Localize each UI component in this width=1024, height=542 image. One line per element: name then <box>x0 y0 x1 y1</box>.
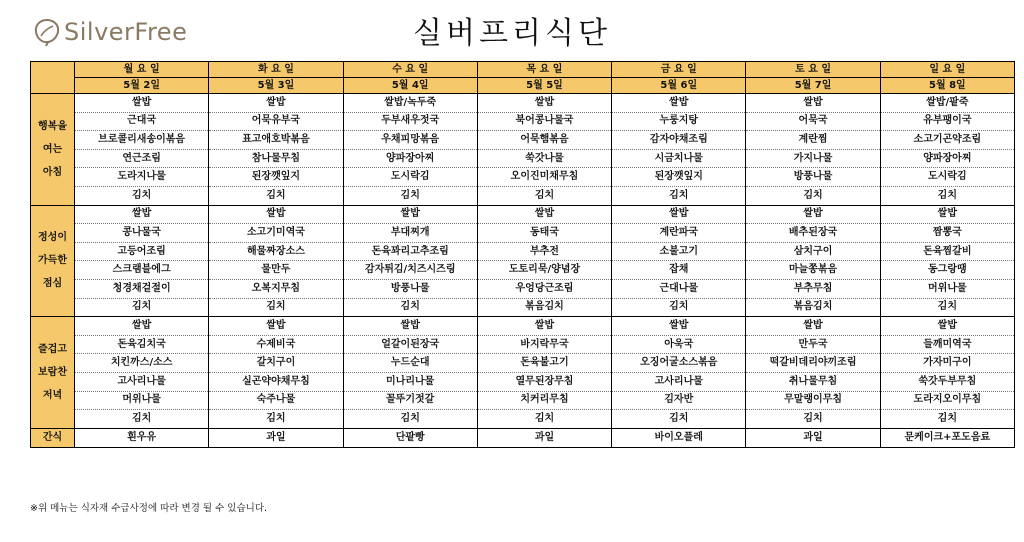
menu-item: 숙주나물 <box>209 391 343 410</box>
menu-item: 소불고기 <box>612 242 746 261</box>
menu-item: 콩나물국 <box>75 224 209 243</box>
menu-row <box>31 391 1015 410</box>
menu-item: 쌀밥 <box>880 317 1014 336</box>
menu-item: 김치 <box>746 410 880 429</box>
menu-item: 고사리나물 <box>612 372 746 391</box>
menu-item: 양파장아찌 <box>880 149 1014 168</box>
menu-item: 김치 <box>75 186 209 205</box>
menu-item: 해물짜장소스 <box>209 242 343 261</box>
menu-item: 김치 <box>343 298 477 317</box>
menu-item: 쌀밥 <box>209 317 343 336</box>
menu-item: 김치 <box>343 186 477 205</box>
menu-item: 가자미구이 <box>880 354 1014 373</box>
menu-item: 쌀밥 <box>746 94 880 113</box>
menu-item: 오징어굴소스볶음 <box>612 354 746 373</box>
menu-item: 계란찜 <box>746 131 880 150</box>
menu-item: 김치 <box>209 410 343 429</box>
snack-item: 흰우유 <box>75 428 209 447</box>
menu-item: 쌀밥 <box>209 94 343 113</box>
menu-row <box>31 94 1015 113</box>
menu-item: 김치 <box>612 186 746 205</box>
menu-row <box>31 186 1015 205</box>
menu-item: 김자반 <box>612 391 746 410</box>
menu-item: 청경채겉절이 <box>75 279 209 298</box>
menu-item: 가지나물 <box>746 149 880 168</box>
menu-item: 쌀밥 <box>477 317 611 336</box>
meal-label <box>31 317 75 429</box>
menu-row <box>31 279 1015 298</box>
menu-row <box>31 242 1015 261</box>
menu-item: 쌀밥 <box>75 317 209 336</box>
meal-label-line: 보람찬 <box>38 366 67 378</box>
menu-change-note: ※위 메뉴는 식자재 수급사정에 따라 변경 될 수 있습니다. <box>30 503 268 514</box>
day-name-row <box>31 62 1015 78</box>
menu-item: 배추된장국 <box>746 224 880 243</box>
meal-label-line: 정성이 <box>38 232 67 244</box>
day-name-header: 금 요 일 <box>612 62 746 78</box>
menu-item: 도시락김 <box>880 168 1014 187</box>
menu-item: 부추무침 <box>746 279 880 298</box>
menu-item: 무말랭이무침 <box>746 391 880 410</box>
page-title: 실버프리식단 <box>413 16 611 51</box>
menu-item: 쌀밥 <box>612 317 746 336</box>
menu-item: 도라지오이무침 <box>880 391 1014 410</box>
menu-row <box>31 354 1015 373</box>
menu-item: 소고기곤약조림 <box>880 131 1014 150</box>
menu-item: 돈육불고기 <box>477 354 611 373</box>
day-date-header: 5월 2일 <box>75 78 209 94</box>
menu-item: 김치 <box>612 410 746 429</box>
menu-item: 부추전 <box>477 242 611 261</box>
menu-item: 방풍나물 <box>343 279 477 298</box>
menu-item: 쌀밥 <box>477 205 611 224</box>
menu-item: 쌀밥/팥죽 <box>880 94 1014 113</box>
menu-item: 시금치나물 <box>612 149 746 168</box>
day-date-header: 5월 8일 <box>880 78 1014 94</box>
menu-item: 삼치구이 <box>746 242 880 261</box>
menu-item: 쌀밥 <box>209 205 343 224</box>
menu-item: 도시락김 <box>343 168 477 187</box>
menu-item: 스크램블에그 <box>75 261 209 280</box>
menu-item: 김치 <box>477 410 611 429</box>
menu-item: 돈육김치국 <box>75 335 209 354</box>
menu-item: 근대국 <box>75 112 209 131</box>
menu-item: 김치 <box>75 298 209 317</box>
menu-item: 떡갈비데리야끼조림 <box>746 354 880 373</box>
menu-item: 두부새우젓국 <box>343 112 477 131</box>
menu-item: 우채피망볶음 <box>343 131 477 150</box>
day-name-header: 일 요 일 <box>880 62 1014 78</box>
menu-item: 동그랑땡 <box>880 261 1014 280</box>
menu-item: 어묵국 <box>746 112 880 131</box>
menu-item: 방풍나물 <box>746 168 880 187</box>
menu-item: 물만두 <box>209 261 343 280</box>
logo-text: SilverFree <box>64 18 188 46</box>
menu-item: 바지락무국 <box>477 335 611 354</box>
menu-item: 도라지나물 <box>75 168 209 187</box>
menu-item: 김치 <box>75 410 209 429</box>
menu-item: 김치 <box>746 186 880 205</box>
menu-item: 볶음김치 <box>477 298 611 317</box>
menu-item: 실곤약야채무침 <box>209 372 343 391</box>
menu-item: 취나물무침 <box>746 372 880 391</box>
menu-item: 김치 <box>343 410 477 429</box>
menu-row <box>31 298 1015 317</box>
menu-item: 동태국 <box>477 224 611 243</box>
menu-item: 소고기미역국 <box>209 224 343 243</box>
menu-item: 김치 <box>612 298 746 317</box>
menu-item: 연근조림 <box>75 149 209 168</box>
menu-item: 표고애호박볶음 <box>209 131 343 150</box>
day-name-header: 화 요 일 <box>209 62 343 78</box>
menu-item: 치커리무침 <box>477 391 611 410</box>
snack-item: 바이오플레 <box>612 428 746 447</box>
menu-item: 고등어조림 <box>75 242 209 261</box>
menu-item: 수제비국 <box>209 335 343 354</box>
menu-item: 열무된장무침 <box>477 372 611 391</box>
menu-item: 우엉당근조림 <box>477 279 611 298</box>
menu-item: 머위나물 <box>75 391 209 410</box>
menu-item: 얼갈이된장국 <box>343 335 477 354</box>
menu-item: 누드순대 <box>343 354 477 373</box>
menu-row <box>31 168 1015 187</box>
meal-label <box>31 205 75 317</box>
menu-item: 들깨미역국 <box>880 335 1014 354</box>
menu-row <box>31 149 1015 168</box>
header-corner <box>31 62 75 94</box>
day-name-header: 목 요 일 <box>477 62 611 78</box>
menu-item: 된장깻잎지 <box>612 168 746 187</box>
menu-item: 계란파국 <box>612 224 746 243</box>
menu-item: 치킨까스/소스 <box>75 354 209 373</box>
menu-item: 감자튀김/치즈시즈링 <box>343 261 477 280</box>
menu-item: 만두국 <box>746 335 880 354</box>
menu-row <box>31 112 1015 131</box>
meal-label-line: 가득한 <box>38 255 67 267</box>
menu-row <box>31 372 1015 391</box>
snack-item: 문케이크+포도음료 <box>880 428 1014 447</box>
day-date-header: 5월 5일 <box>477 78 611 94</box>
menu-item: 쌀밥 <box>343 205 477 224</box>
meal-label-line: 아침 <box>42 166 63 178</box>
meal-label-line: 점심 <box>42 278 63 290</box>
menu-item: 김치 <box>880 186 1014 205</box>
snack-item: 과일 <box>477 428 611 447</box>
menu-item: 쌀밥 <box>612 94 746 113</box>
meal-label-line: 저녁 <box>42 389 63 401</box>
menu-item: 쑥갓두부무침 <box>880 372 1014 391</box>
day-date-header: 5월 7일 <box>746 78 880 94</box>
menu-item: 김치 <box>209 298 343 317</box>
menu-item: 쌀밥/녹두죽 <box>343 94 477 113</box>
menu-item: 미나리나물 <box>343 372 477 391</box>
snack-label: 간식 <box>31 428 75 447</box>
menu-body <box>31 94 1015 448</box>
menu-item: 쌀밥 <box>75 205 209 224</box>
menu-item: 김치 <box>477 186 611 205</box>
meal-label <box>31 94 75 206</box>
menu-item: 쌀밥 <box>612 205 746 224</box>
menu-item: 머위나물 <box>880 279 1014 298</box>
menu-item: 어묵햄볶음 <box>477 131 611 150</box>
menu-item: 브로콜리새송이볶음 <box>75 131 209 150</box>
menu-item: 쌀밥 <box>746 205 880 224</box>
menu-item: 오이진미채무침 <box>477 168 611 187</box>
menu-row <box>31 131 1015 150</box>
menu-item: 마늘쫑볶음 <box>746 261 880 280</box>
day-name-header: 월 요 일 <box>75 62 209 78</box>
menu-item: 참나물무침 <box>209 149 343 168</box>
menu-item: 감자야채조림 <box>612 131 746 150</box>
day-date-header: 5월 6일 <box>612 78 746 94</box>
menu-item: 유부팽이국 <box>880 112 1014 131</box>
menu-item: 쌀밥 <box>746 317 880 336</box>
menu-item: 김치 <box>880 298 1014 317</box>
menu-row <box>31 317 1015 336</box>
menu-item: 고사리나물 <box>75 372 209 391</box>
weekly-menu-table <box>30 61 1015 448</box>
menu-item: 갈치구이 <box>209 354 343 373</box>
menu-item: 어묵유부국 <box>209 112 343 131</box>
menu-row <box>31 335 1015 354</box>
meal-label-line: 행복을 <box>38 120 67 132</box>
day-date-header: 5월 3일 <box>209 78 343 94</box>
meal-label-line: 여는 <box>42 143 63 155</box>
menu-item: 돈육꽈리고추조림 <box>343 242 477 261</box>
menu-item: 김치 <box>880 410 1014 429</box>
menu-item: 쌀밥 <box>880 205 1014 224</box>
menu-item: 볶음김치 <box>746 298 880 317</box>
menu-item: 짬뽕국 <box>880 224 1014 243</box>
snack-row <box>31 428 1015 447</box>
menu-item: 도토리묵/양념장 <box>477 261 611 280</box>
menu-item: 양파장아찌 <box>343 149 477 168</box>
menu-item: 오복지무침 <box>209 279 343 298</box>
menu-item: 쌀밥 <box>477 94 611 113</box>
menu-row <box>31 410 1015 429</box>
meal-label-line: 즐겁고 <box>38 343 67 355</box>
menu-item: 꼴뚜기젓갈 <box>343 391 477 410</box>
day-name-header: 토 요 일 <box>746 62 880 78</box>
menu-item: 누룽지탕 <box>612 112 746 131</box>
menu-item: 북어콩나물국 <box>477 112 611 131</box>
menu-item: 쑥갓나물 <box>477 149 611 168</box>
menu-row <box>31 261 1015 280</box>
snack-item: 과일 <box>746 428 880 447</box>
menu-item: 김치 <box>209 186 343 205</box>
date-row <box>31 78 1015 94</box>
day-name-header: 수 요 일 <box>343 62 477 78</box>
menu-item: 쌀밥 <box>343 317 477 336</box>
snack-item: 단팥빵 <box>343 428 477 447</box>
menu-item: 돈육찜갈비 <box>880 242 1014 261</box>
snack-item: 과일 <box>209 428 343 447</box>
day-date-header: 5월 4일 <box>343 78 477 94</box>
menu-item: 잡채 <box>612 261 746 280</box>
menu-item: 부대찌개 <box>343 224 477 243</box>
menu-item: 아욱국 <box>612 335 746 354</box>
menu-row <box>31 205 1015 224</box>
menu-item: 된장깻잎지 <box>209 168 343 187</box>
menu-item: 근대나물 <box>612 279 746 298</box>
menu-row <box>31 224 1015 243</box>
menu-item: 쌀밥 <box>75 94 209 113</box>
